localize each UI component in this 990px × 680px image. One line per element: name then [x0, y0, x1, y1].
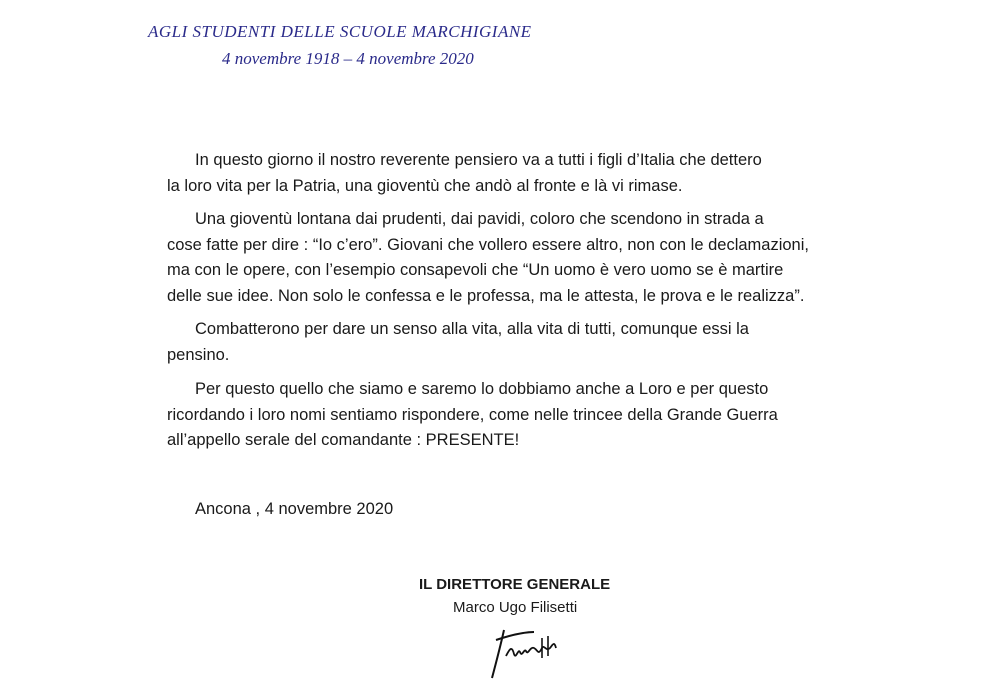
- header-title: AGLI STUDENTI DELLE SCUOLE MARCHIGIANE: [148, 22, 532, 41]
- paragraph-line: pensino.: [167, 345, 230, 364]
- paragraph-line: cose fatte per dire : “Io c’ero”. Giovani che vollero essere altro, non con le declamazioni,: [167, 235, 809, 254]
- paragraph-1: [167, 148, 835, 199]
- paragraph-line: all’appello serale del comandante : PRESENTE!: [167, 431, 520, 449]
- paragraph-line: ricordando i loro nomi sentiamo rispondere, come nelle trincee della Grande Guerra: [167, 405, 778, 424]
- paragraph-line: Combatterono per dare un senso alla vita, alla vita di tutti, comunque essi la: [195, 320, 749, 338]
- paragraph-line: la loro vita per la Patria, una gioventù che andò al fronte e là vi rimase.: [167, 176, 683, 195]
- paragraph-line: ma con le opere, con l’esempio consapevoli che “Un uomo è vero uomo se è martire: [167, 261, 784, 279]
- paragraph-3: [167, 317, 835, 368]
- paragraph-2: [167, 207, 835, 309]
- paragraph-line: In questo giorno il nostro reverente pensiero va a tutti i figli d’Italia che dettero: [195, 151, 762, 169]
- handwritten-signature: [482, 618, 572, 680]
- signatory-role: IL DIRETTORE GENERALE: [419, 576, 611, 593]
- paragraph-4: [167, 377, 835, 454]
- paragraph-line: delle sue idee. Non solo le confessa e le professa, ma le attesta, le prova e le realizza”.: [167, 286, 805, 305]
- paragraph-line: Per questo quello che siamo e saremo lo dobbiamo anche a Loro e per questo: [195, 380, 769, 398]
- header-dates: 4 novembre 1918 – 4 novembre 2020: [222, 49, 474, 68]
- signatory-name: Marco Ugo Filisetti: [453, 599, 578, 616]
- place-date: Ancona , 4 novembre 2020: [195, 500, 394, 518]
- paragraph-line: Una gioventù lontana dai prudenti, dai pavidi, coloro che scendono in strada a: [195, 210, 764, 228]
